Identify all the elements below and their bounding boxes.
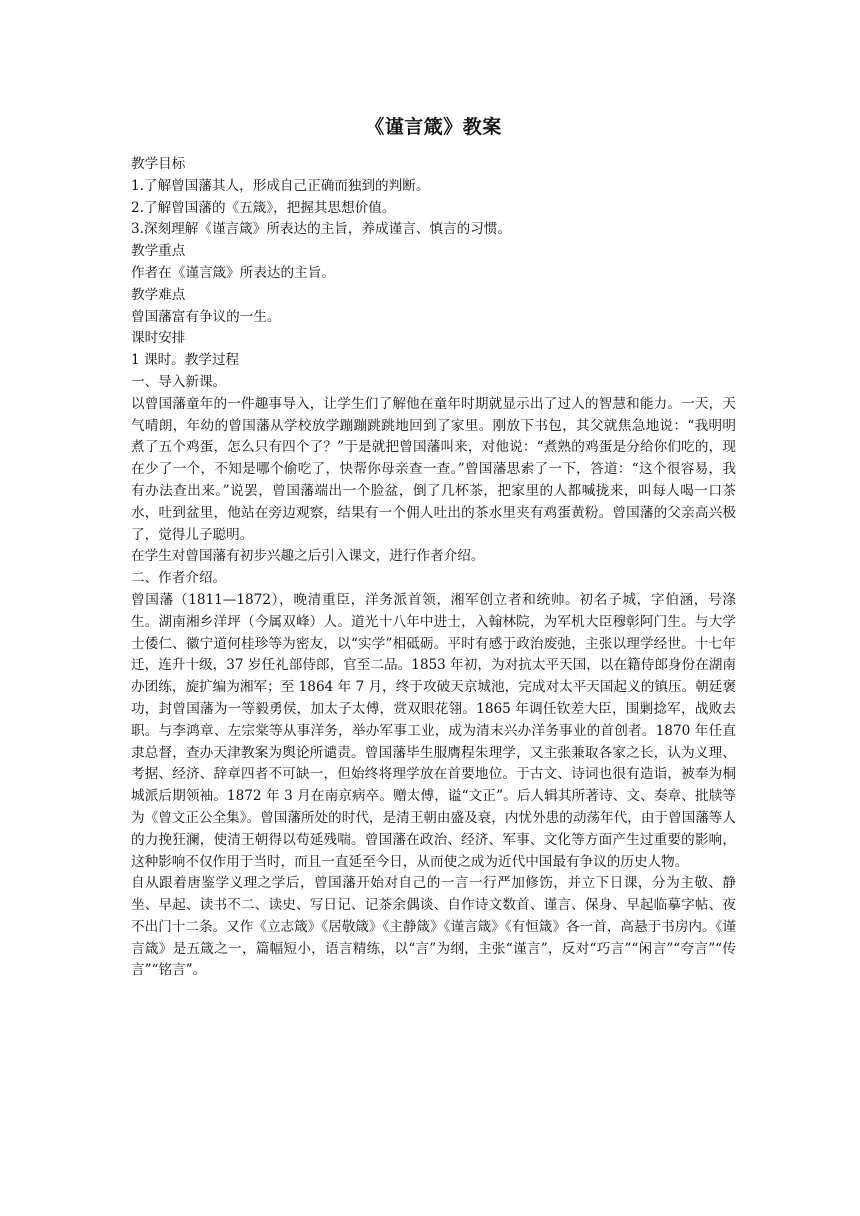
heading-key-points: 教学重点 xyxy=(131,243,186,260)
heading-schedule: 课时安排 xyxy=(131,330,186,347)
goal-item-2: 2.了解曾国藩的《五箴》，把握其思想价值。 xyxy=(131,199,396,216)
schedule-text: 1 课时。教学过程 xyxy=(131,352,240,369)
difficulty-text: 曾国藩富有争议的一生。 xyxy=(131,308,281,325)
section-two-heading: 二、作者介绍。 xyxy=(131,570,227,587)
key-point-text: 作者在《谨言箴》所表达的主旨。 xyxy=(131,264,335,281)
goal-item-1: 1.了解曾国藩其人，形成自己正确而独到的判断。 xyxy=(131,177,430,194)
self-discipline-paragraph: 自从跟着唐鉴学义理之学后，曾国藩开始对自己的一言一行严加修饬，并立下日课，分为主敬、静坐、早起、读书不二、读史、写日记、记茶余偶谈、自作诗文数首、谨言、保身、早起临摹字帖、夜不出门十二条。又作《立志箴》《居敬箴》《主静箴》《谨言箴》《有恒箴》各一首，高悬于书房内。《谨言箴》是五箴之一，篇幅短小，语言精练，以“言”为纲，主张“谨言”，反对“巧言”“闲言”“夸言”“传言”“铭言”。 xyxy=(131,875,736,979)
heading-teaching-goals: 教学目标 xyxy=(131,156,186,172)
goal-item-3: 3.深刻理解《谨言箴》所表达的主旨，养成谨言、慎言的习惯。 xyxy=(131,221,511,238)
document-page xyxy=(131,112,736,982)
document-title: 《谨言箴》教案 xyxy=(365,116,502,138)
section-one-heading: 一、导入新课。 xyxy=(131,373,227,390)
heading-difficulties: 教学难点 xyxy=(131,286,186,303)
intro-story-paragraph: 以曾国藩童年的一件趣事导入，让学生们了解他在童年时期就显示出了过人的智慧和能力。一天，天气晴朗，年幼的曾国藩从学校放学蹦蹦跳跳地回到了家里。刚放下书包，其父就焦急地说：“我明明煮了五个鸡蛋，怎么只有四个了？”于是就把曾国藩叫来，对他说：“煮熟的鸡蛋是分给你们吃的，现在少了一个，不知是哪个偷吃了，快帮你母亲查一查。”曾国藩思索了一下，答道：“这个很容易，我有办法查出来。”说罢，曾国藩端出一个脸盆，倒了几杯茶，把家里的人都喊拢来，叫每人喝一口茶水，吐到盆里，他站在旁边观察，结果有一个佣人吐出的茶水里夹有鸡蛋黄粉。曾国藩的父亲高兴极了，觉得儿子聪明。 xyxy=(131,395,736,543)
author-bio-paragraph: 曾国藩（1811—1872），晚清重臣，洋务派首领，湘军创立者和统帅。初名子城，字伯涵，号涤生。湖南湘乡洋坪（今属双峰）人。道光十八年中进士，入翰林院，为军机大臣穆彰阿门生。与大学士倭仁、徽宁道何桂珍等为密友，以“实学”相砥砺。平时有感于政治废弛，主张以理学经世。十七年迁，连升十级，37 岁任礼部侍郎，官至二品。1853 年初，为对抗太平天国，以在籍侍郎身份在湖南办团练，旋扩编为湘军；至 1864 年 7 月，终于攻破天京城池，完成对太平天国起义的镇压。朝廷褒功，封曾国藩为一等毅勇侯，加太子太傅，赏双眼花翎。1865 年调任钦差大臣，围剿捻军，战败去职。与李鸿章、左宗棠等从事洋务，举办军事工业，成为清末兴办洋务事业的首创者。1870 年任直隶总督，查办天津教案为舆论所谴责。曾国藩毕生服膺程朱理学，又主张兼取各家之长，认为义理、考据、经济、辞章四者不可缺一，但始终将理学放在首要地位。于古文、诗词也很有造诣，被奉为桐城派后期领袖。1872 年 3 月在南京病卒。赠太傅，谥“文正”。后人辑其所著诗、文、奏章、批牍等为《曾文正公全集》。曾国藩所处的时代，是清王朝由盛及衰，内忧外患的动荡年代，由于曾国藩等人的力挽狂澜，使清王朝得以苟延残喘。曾国藩在政治、经济、军事、文化等方面产生过重要的影响，这种影响不仅作用于当时，而且一直延至今日，从而使之成为近代中国最有争议的历史人物。 xyxy=(131,591,736,870)
transition-line: 在学生对曾国藩有初步兴趣之后引入课文，进行作者介绍。 xyxy=(131,548,485,565)
